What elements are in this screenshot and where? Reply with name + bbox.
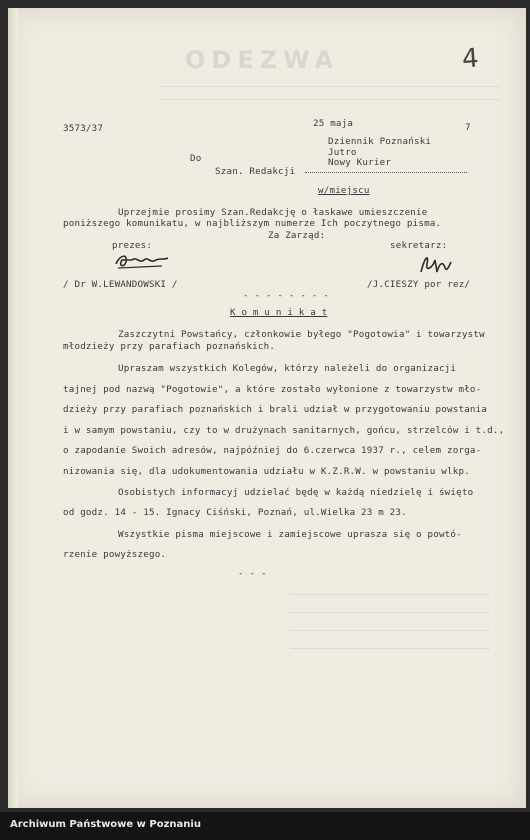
recipient: Dziennik Poznański [328,136,432,147]
president-label: prezes: [112,240,153,251]
letter-date: 25 maja [313,118,354,129]
dotted-fill-line [305,172,467,173]
page-number: 4 [460,43,480,75]
bleed-through-line [290,630,490,631]
body-line: od godz. 14 - 15. Ignacy Ciśński, Poznań, ul.Wielka 23 m 23. [63,507,407,518]
place-line: w/miejscu [318,185,370,196]
secretary-signature [415,250,455,276]
communique-heading: K o m u n i k a t [230,307,328,318]
board-label: Za Zarząd: [268,230,326,241]
recipient: Nowy Kurier [328,157,392,168]
bleed-through-title: ODEZWA [185,46,340,74]
body-line: i w samym powstaniu, czy to w drużynach sanitarnych, gońcu, strzelców i t.d., [63,425,505,436]
recipient: Jutro [328,147,357,158]
body-line: rzenie powyższego. [63,549,167,560]
bleed-through-line [160,99,500,100]
bleed-through-line [290,594,490,595]
request-line: poniższego komunikatu, w najbliższym numerze Ich poczytnego pisma. [63,218,442,229]
request-line: Uprzejmie prosimy Szan.Redakcję o łaskawe umieszczenie [118,207,428,218]
body-line: o zapodanie Swoich adresów, najpóźniej do 6.czerwca 1937 r., celem zorga- [63,445,482,456]
separator: - - - - - - - - [243,290,329,301]
body-line: Wszystkie pisma miejscowe i zamiejscowe uprasza się o powtó- [118,529,462,540]
body-line: tajnej pod nazwą "Pogotowie", a które zostało wyłonione z towarzystw mło- [63,384,482,395]
body-line: Upraszam wszystkich Kolegów, którzy należeli do organizacji [118,363,457,374]
addressee-line: Szan. Redakcji [215,166,296,177]
end-mark: - - - [238,568,267,579]
body-line: młodzieży przy parafiach poznańskich. [63,341,276,352]
year-fragment: 7 [465,122,471,133]
to-prefix: Do [190,153,202,164]
president-signature [112,248,172,272]
bleed-through-line [290,648,490,649]
president-name: / Dr W.LEWANDOWSKI / [63,279,178,290]
page-binding-edge [8,8,18,808]
body-line: Osobistych informacyj udzielać będę w każdą niedzielę i święto [118,487,474,498]
body-line: nizowania się, dla udokumentowania udziału w K.Z.R.W. w powstaniu wlkp. [63,466,470,477]
secretary-label: sekretarz: [390,240,448,251]
bleed-through-line [290,612,490,613]
reference-number: 3573/37 [63,123,104,134]
secretary-name: /J.CIESZY por rez/ [367,279,471,290]
bleed-through-line [160,86,500,87]
archive-footer-text: Archiwum Państwowe w Poznaniu [10,819,201,830]
body-line: dzieży przy parafiach poznańskich i brali udział w przygotowaniu powstania [63,404,488,415]
body-line: Zaszczytni Powstańcy, członkowie byłego "Pogotowia" i towarzystw [118,329,485,340]
